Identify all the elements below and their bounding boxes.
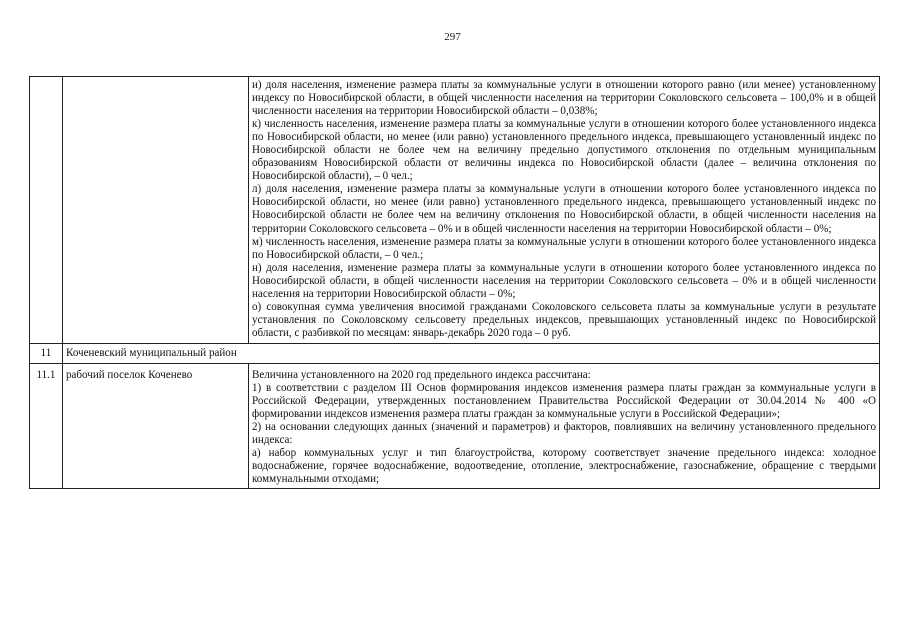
municipality-name-cell: [63, 77, 249, 344]
paragraph-n: н) доля населения, изменение размера платы за коммунальные услуги в отношении которого более установленного индекса по Новосибирской области, в общей численности населения на территории Соколовского сельсовета – 0% и в общей численности населения на территории Новосибирской области – 0%;: [252, 261, 876, 300]
municipality-name-cell: рабочий поселок Коченево: [63, 363, 249, 488]
paragraph-k: к) численность населения, изменение размера платы за коммунальные услуги в отношении которого более установленного индекса по Новосибирской области, но менее (или равно) установленного предельного индекса, превышающего установленный индекс по Новосибирской области не более чем на величину предельно допустимого отклонения по отдельным муниципальным образованиям Новосибирской области от величины индекса по Новосибирской области (далее – величина отклонения по Новосибирской области), – 0 чел.;: [252, 118, 876, 183]
index-table: [29, 76, 880, 489]
description-cell: [249, 363, 880, 488]
paragraph-2: 2) на основании следующих данных (значений и параметров) и факторов, повлиявших на величину установленного предельного индекса:: [252, 421, 876, 447]
paragraph-l: л) доля населения, изменение размера платы за коммунальные услуги в отношении которого более установленного индекса по Новосибирской области, но менее (или равно) установленного предельного индекса, превышающего установленный индекс по Новосибирской области не более чем на величину отклонения по Новосибирской области, в общей численности населения на территории Соколовского сельсовета – 0% и в общей численности населения на территории Новосибирской области – 0%;: [252, 183, 876, 235]
district-name-cell: Коченевский муниципальный район: [63, 343, 880, 363]
paragraph-intro: Величина установленного на 2020 год предельного индекса рассчитана:: [252, 368, 591, 381]
paragraph-o: о) совокупная сумма увеличения вносимой гражданами Соколовского сельсовета платы за коммунальные услуги в результате установления по Соколовскому сельсовету предельных индексов, превышающих установленный индекс по Новосибирской области, с разбивкой по месяцам: январь-декабрь 2020 года – 0 руб.: [252, 300, 876, 339]
row-number-cell: [30, 77, 63, 344]
table-row-district: [30, 343, 880, 363]
paragraph-1: 1) в соответствии с разделом III Основ формирования индексов изменения размера платы граждан за коммунальные услуги в Российской Федерации, утвержденных постановлением Правительства Российской Федерации от 30.04.2014 № 400 «О формировании индексов изменения размера платы граждан за коммунальные услуги в Российской Федерации»;: [252, 382, 876, 421]
description-cell: [249, 77, 880, 344]
paragraph-a: а) набор коммунальных услуг и тип благоустройства, которому соответствует значение предельного индекса: холодное водоснабжение, горячее водоснабжение, водоотведение, отопление, электроснабжение, газоснабжение, обращение с твердыми коммунальными отходами;: [252, 447, 876, 486]
table-row-settlement: [30, 363, 880, 488]
row-number-cell: 11.1: [30, 363, 63, 488]
paragraph-m: м) численность населения, изменение размера платы за коммунальные услуги в отношении которого более установленного индекса по Новосибирской области, – 0 чел.;: [252, 235, 876, 261]
row-number-cell: 11: [30, 343, 63, 363]
page-number: 297: [444, 31, 461, 43]
table-row-continuation: [30, 77, 880, 344]
paragraph-i: и) доля населения, изменение размера платы за коммунальные услуги в отношении которого равно (или менее) установленному индексу по Новосибирской области, в общей численности населения на территории Соколовского сельсовета – 100,0% и в общей численности населения на территории Новосибирской области – 0,038%;: [252, 79, 876, 118]
